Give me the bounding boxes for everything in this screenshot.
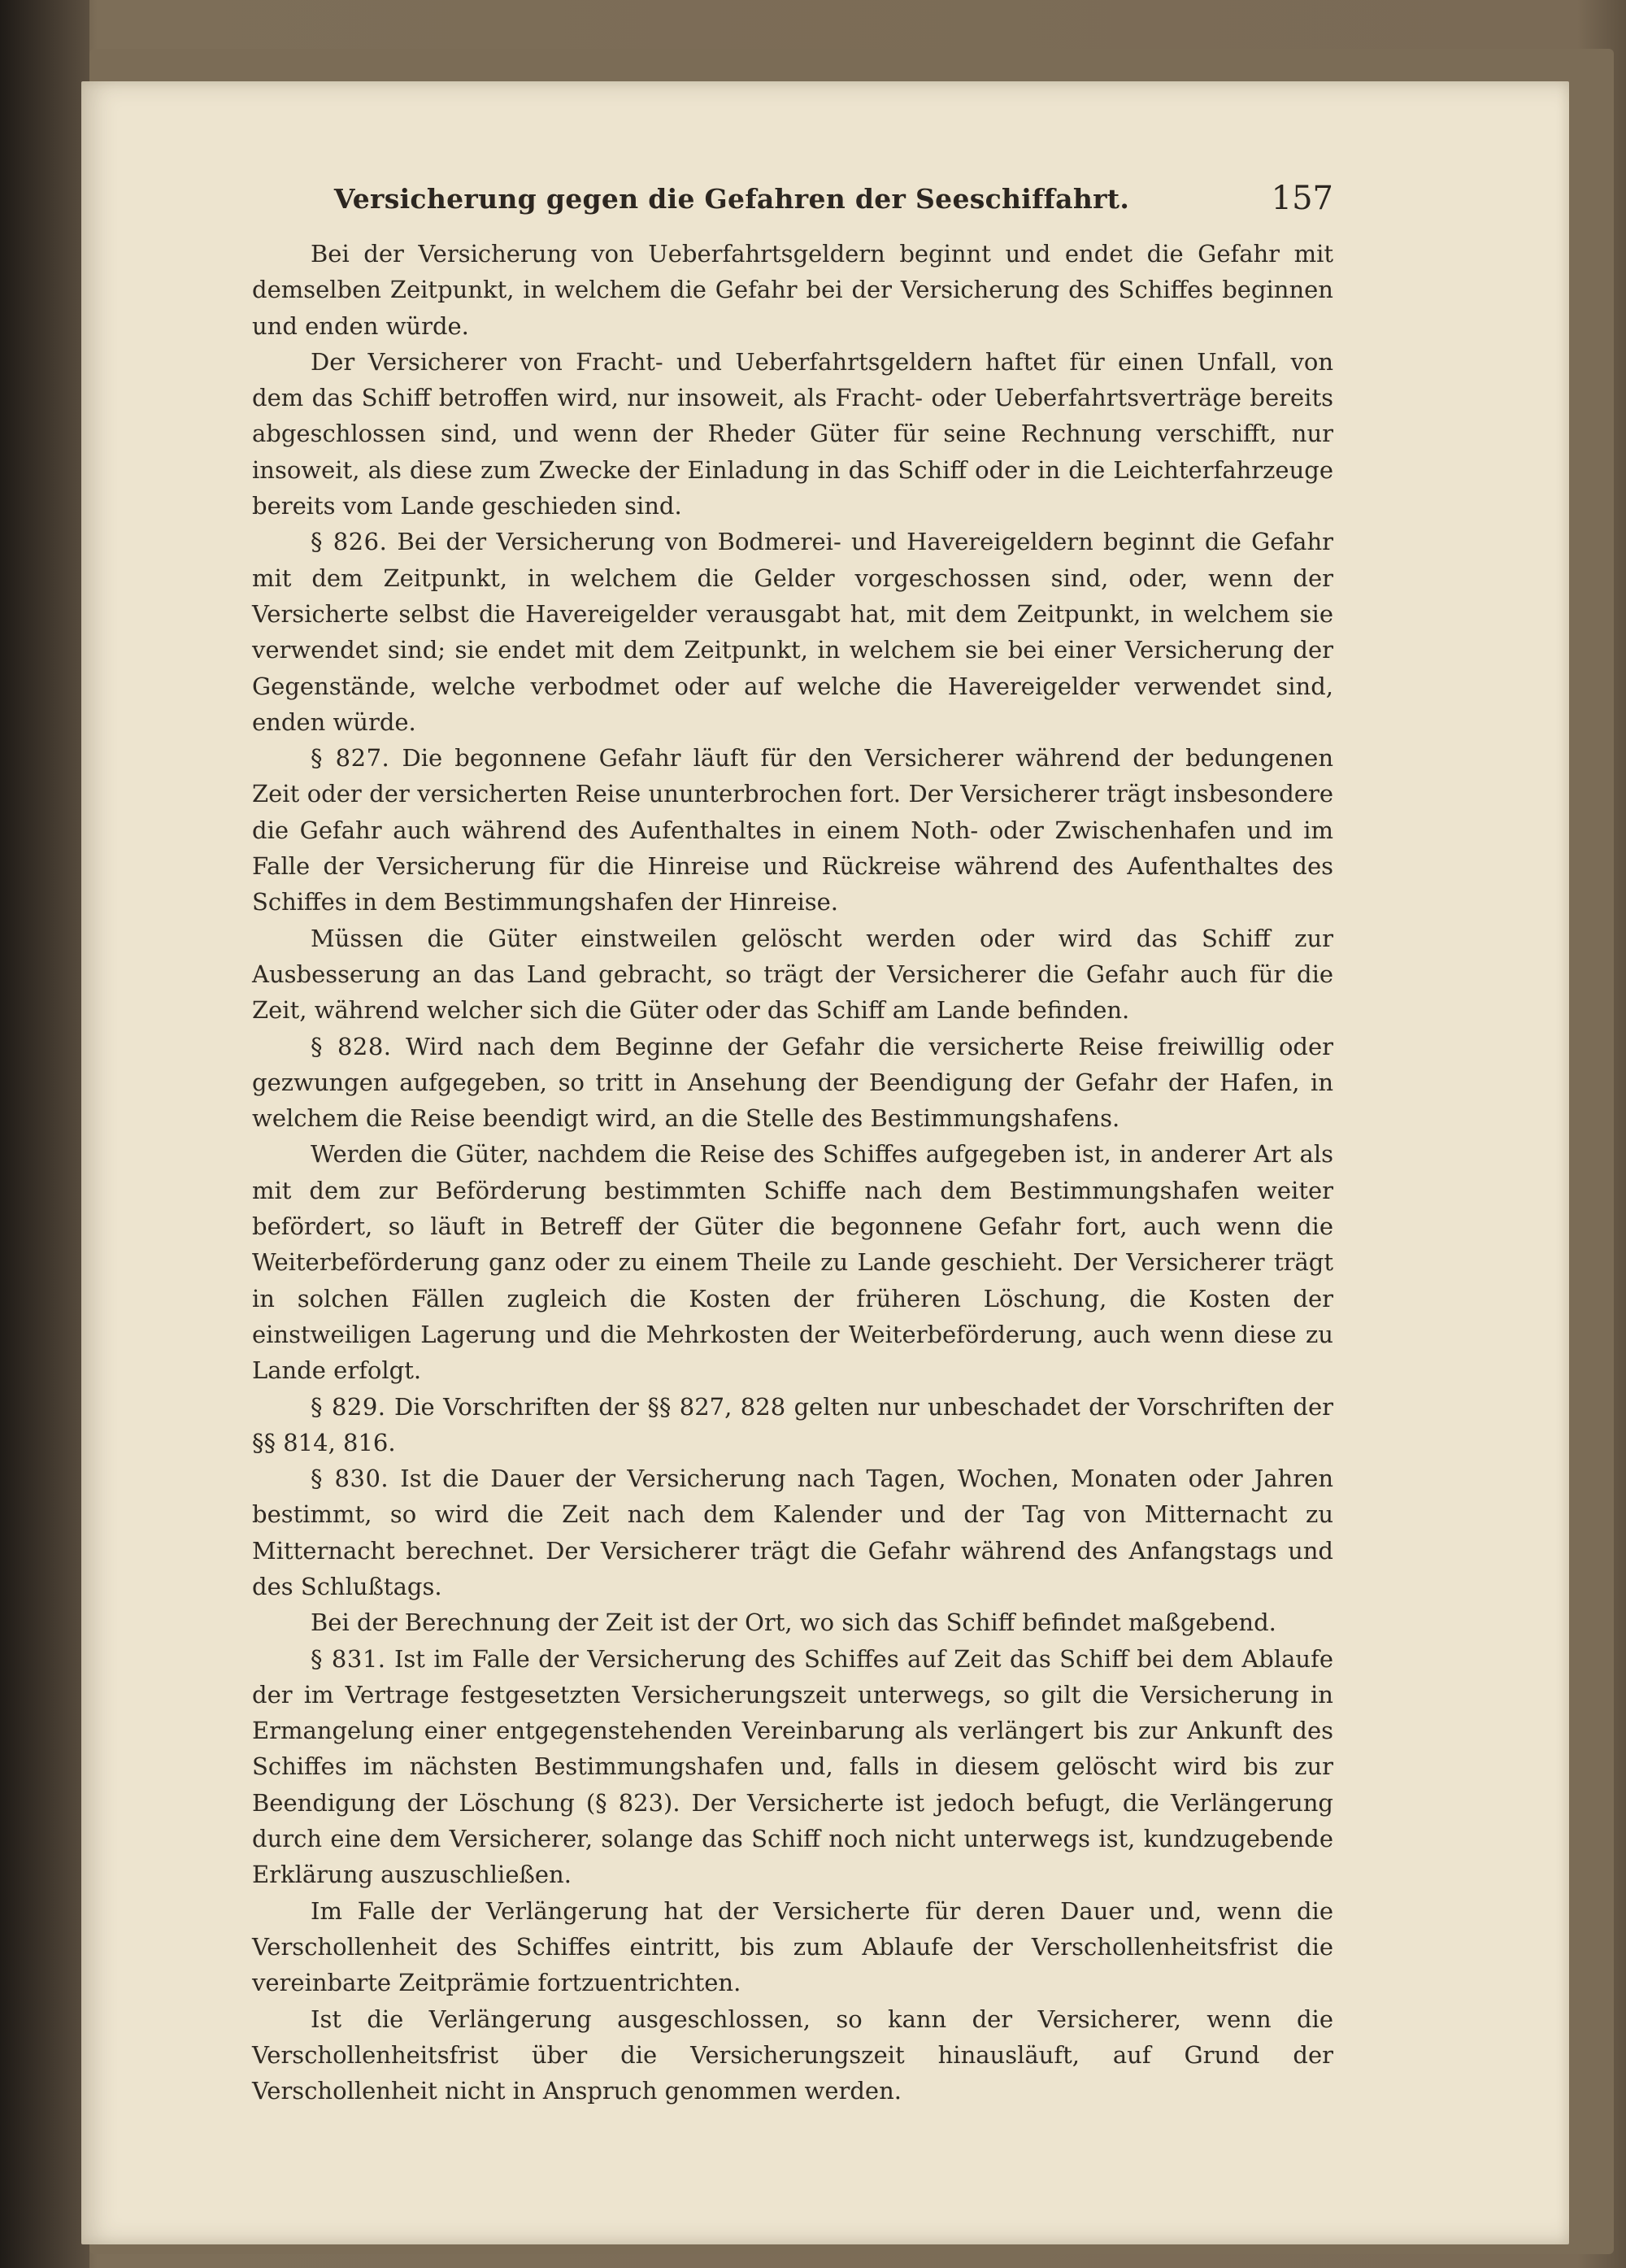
paragraph-text: Im Falle der Verlängerung hat der Versicherte für deren Dauer und, wenn die Verschollenheit des Schiffes eintritt, bis zum Ablaufe der Verschollenheitsfrist die vereinbarte Zeitprämie fortzuentrichten. [252,1896,1333,1997]
paragraph [252,1893,1333,2001]
section-paragraph [252,740,1333,920]
paragraph-text: Wird nach dem Beginne der Gefahr die versicherte Reise freiwillig oder gezwungen aufgegeben, so tritt in Ansehung der Beendigung der Gefahr der Hafen, in welchem die Reise beendigt wird, an die Stelle des Bestimmungshafens. [252,1032,1334,1133]
paragraph-text: Bei der Berechnung der Zeit ist der Ort, wo sich das Schiff befindet maßgebend. [311,1608,1276,1637]
paragraph [252,236,1333,344]
section-number: § 829. [311,1392,386,1421]
paragraph-text: Die begonnene Gefahr läuft für den Versicherer während der bedungenen Zeit oder der versicherten Reise ununterbrochen fort. Der Versicherer trägt insbesondere die Gefahr auch während des Aufenthaltes in einem Noth- oder Zwischenhafen und im Falle der Versicherung für die Hinreise und Rückreise während des Aufenthaltes des Schiffes in dem Bestimmungshafen der Hinreise. [252,744,1333,916]
section-paragraph [252,1389,1333,1461]
running-head: Versicherung gegen die Gefahren der Seeschiffahrt. [333,183,1130,215]
paragraph-text: Ist die Dauer der Versicherung nach Tagen, Wochen, Monaten oder Jahren bestimmt, so wird die Zeit nach dem Kalender und der Tag von Mitternacht zu Mitternacht berechnet. Der Versicherer trägt die Gefahr während des Anfangstags und des Schlußtags. [252,1465,1333,1600]
page-header [252,180,1333,224]
section-number: § 826. [311,528,388,556]
paragraph [252,1136,1333,1388]
paragraph-text: Werden die Güter, nachdem die Reise des Schiffes aufgegeben ist, in anderer Art als mit dem zur Beförderung bestimmten Schiffe nach dem Bestimmungshafen weiter befördert, so läuft in Betreff der Güter die begonnene Gefahr fort, auch wenn die Weiterbeförderung ganz oder zu einem Theile zu Lande geschieht. Der Versicherer trägt in solchen Fällen zugleich die Kosten der früheren Löschung, die Kosten der einstweiligen Lagerung und die Mehrkosten der Weiterbeförderung, auch wenn diese zu Lande erfolgt. [252,1140,1333,1385]
section-paragraph [252,1029,1333,1137]
section-paragraph [252,1460,1333,1604]
paragraph-text: Bei der Versicherung von Bodmerei- und Havereigeldern beginnt die Gefahr mit dem Zeitpunkt, in welchem die Gelder vorgeschossen sind, oder, wenn der Versicherte selbst die Havereigelder verausgabt hat, mit dem Zeitpunkt, in welchem sie verwendet sind; sie endet mit dem Zeitpunkt, in welchem sie bei einer Versicherung der Gegenstände, welche verbodmet oder auf welche die Havereigelder verwendet sind, enden würde. [252,528,1333,736]
paragraph [252,921,1333,1029]
section-paragraph [252,1641,1333,1893]
section-paragraph [252,524,1333,740]
paragraph-text: Der Versicherer von Fracht- und Ueberfahrtsgeldern haftet für einen Unfall, von dem das Schiff betroffen wird, nur insoweit, als Fracht- oder Ueberfahrtsverträge bereits abgeschlossen sind, und wenn der Rheder Güter für seine Rechnung verschifft, nur insoweit, als diese zum Zwecke der Einladung in das Schiff oder in die Leichterfahrzeuge bereits vom Lande geschieden sind. [252,347,1333,520]
section-number: § 828. [311,1032,392,1060]
section-number: § 827. [311,744,390,773]
paragraph-text: Ist im Falle der Versicherung des Schiffes auf Zeit das Schiff bei dem Ablaufe der im Vertrage festgesetzten Versicherungszeit unterwegs, so gilt die Versicherung in Ermangelung einer entgegenstehenden Vereinbarung als verlängert bis zur Ankunft des Schiffes im nächsten Bestimmungshafen und, falls in diesem gelöscht wird bis zur Beendigung der Löschung (§ 823). Der Versicherte ist jedoch befugt, die Verlängerung durch eine dem Versicherer, solange das Schiff noch nicht unterwegs ist, kundzugebende Erklärung auszuschließen. [252,1644,1333,1889]
paragraph [252,344,1333,524]
page-number: 157 [1271,180,1333,217]
book-cover-edge [0,0,89,2268]
section-number: § 831. [311,1644,386,1673]
paragraph-text: Die Vorschriften der §§ 827, 828 gelten nur unbeschadet der Vorschriften der §§ 814, 816. [252,1392,1334,1456]
paragraph-text: Ist die Verlängerung ausgeschlossen, so kann der Versicherer, wenn die Verschollenheitsfrist über die Versicherungszeit hinausläuft, auf Grund der Verschollenheit nicht in Anspruch genommen werden. [252,2005,1333,2105]
paragraph-text: Müssen die Güter einstweilen gelöscht werden oder wird das Schiff zur Ausbesserung an das Land gebracht, so trägt der Versicherer die Gefahr auch für die Zeit, während welcher sich die Güter oder das Schiff am Lande befinden. [252,924,1333,1025]
paragraph [252,1604,1333,1640]
paragraph-text: Bei der Versicherung von Ueberfahrtsgeldern beginnt und endet die Gefahr mit demselben Zeitpunkt, in welchem die Gefahr bei der Versicherung des Schiffes beginnen und enden würde. [252,240,1333,340]
paragraph [252,2001,1333,2109]
section-number: § 830. [311,1465,389,1493]
body-text [252,236,1333,2109]
